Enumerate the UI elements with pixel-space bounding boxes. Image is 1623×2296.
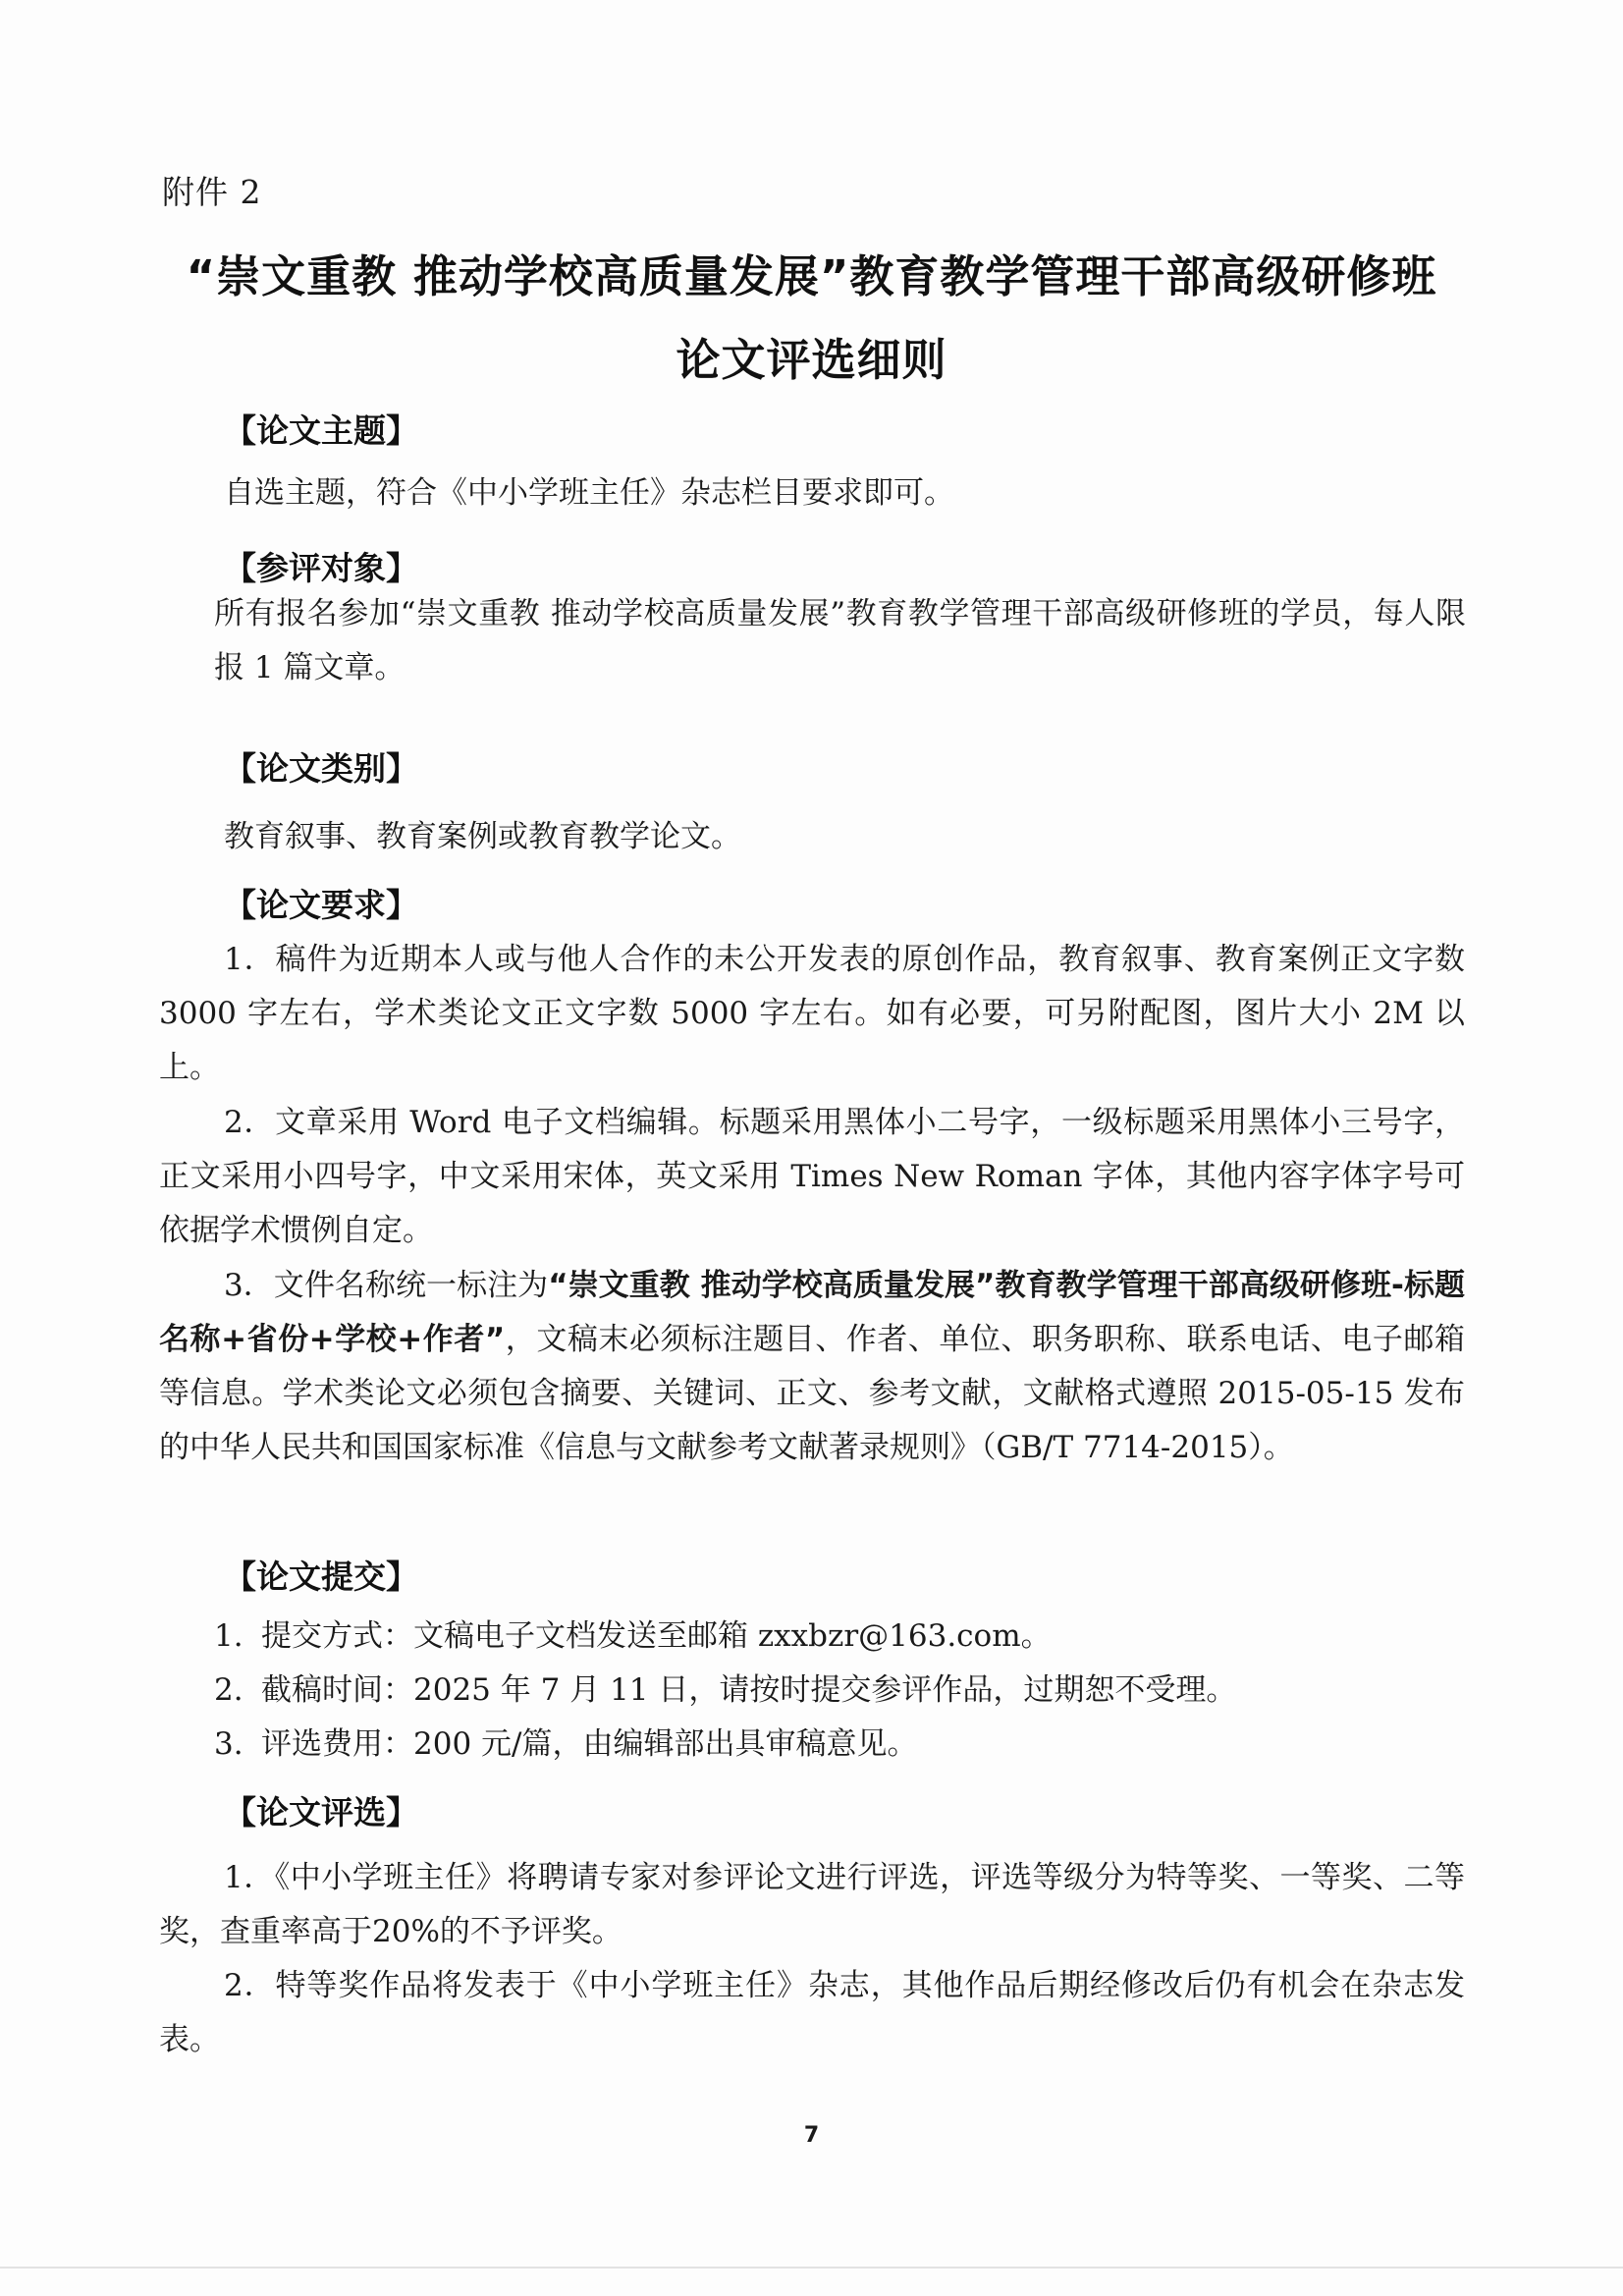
submission-item	[214, 1719, 917, 1763]
theme-text: 自选主题，符合《中小学班主任》杂志栏目要求即可。	[224, 475, 954, 511]
attachment-label: 附件 2	[162, 173, 262, 211]
requirement-item-3	[159, 1259, 1465, 1475]
participants-text: 所有报名参加“崇文重教 推动学校高质量发展”教育教学管理干部高级研修班的学员，每人限报 1 篇文章。	[214, 596, 1466, 685]
scan-edge-divider	[0, 2267, 1623, 2269]
section-heading-requirements: 【论文要求】	[224, 886, 418, 924]
requirement-item-2: 2．文章采用 Word 电子文档编辑。标题采用黑体小二号字，一级标题采用黑体小三号字，正文采用小四号字，中文采用宋体，英文采用 Times New Roman 字体，其他内容字体字号可依据学术惯例自定。	[159, 1105, 1465, 1248]
section-heading-participants: 【参评对象】	[224, 549, 418, 587]
section-heading-selection: 【论文评选】	[224, 1793, 418, 1831]
document-title-line2: 论文评选细则	[676, 334, 947, 386]
submission-item-text: 提交方式：文稿电子文档发送至邮箱 zxxbzr@163.com。	[261, 1618, 1052, 1654]
submission-item-number: 1.	[214, 1618, 243, 1654]
submission-item-number: 2.	[214, 1672, 243, 1708]
submission-item	[214, 1611, 1052, 1655]
requirement-item-3-prefix: 3．文件名称统一标注为	[224, 1268, 549, 1303]
submission-item-text: 截稿时间：2025 年 7 月 11 日，请按时提交参评作品，过期恕不受理。	[261, 1672, 1237, 1708]
section-heading-theme: 【论文主题】	[224, 411, 418, 450]
submission-item-number: 3.	[214, 1726, 243, 1762]
requirement-item-1: 1．稿件为近期本人或与他人合作的未公开发表的原创作品，教育叙事、教育案例正文字数 3000 字左右，学术类论文正文字数 5000 字左右。如有必要，可另附配图，图片大小 2M 以上。	[159, 942, 1465, 1085]
selection-item-2: 2．特等奖作品将发表于《中小学班主任》杂志，其他作品后期经修改后仍有机会在杂志发表。	[159, 1968, 1465, 2057]
section-heading-category: 【论文类别】	[224, 749, 418, 788]
section-heading-submission: 【论文提交】	[224, 1558, 418, 1596]
requirement-item-3-suffix: ，文稿末必须标注题目、作者、单位、职务职称、联系电话、电子邮箱等信息。学术类论文必须包含摘要、关键词、正文、参考文献，文献格式遵照 2015-05-15 发布的中华人民共和国国家标准《信息与文献参考文献著录规则》（GB/T 7714-2015）。	[159, 1322, 1465, 1465]
category-text: 教育叙事、教育案例或教育教学论文。	[224, 819, 741, 854]
document-title-line1: “崇文重教 推动学校高质量发展”教育教学管理干部高级研修班	[186, 250, 1437, 302]
submission-item-text: 评选费用：200 元/篇，由编辑部出具审稿意见。	[261, 1726, 918, 1762]
submission-item	[214, 1665, 1236, 1709]
requirement-item-3-filename-format: “崇文重教 推动学校高质量发展”教育教学管理干部高级研修班-标题名称+省份+学校+作者”	[159, 1268, 1465, 1357]
page-number: 7	[803, 2123, 820, 2148]
selection-item-1: 1．《中小学班主任》将聘请专家对参评论文进行评选，评选等级分为特等奖、一等奖、二等奖，查重率高于20%的不予评奖。	[159, 1860, 1465, 1949]
